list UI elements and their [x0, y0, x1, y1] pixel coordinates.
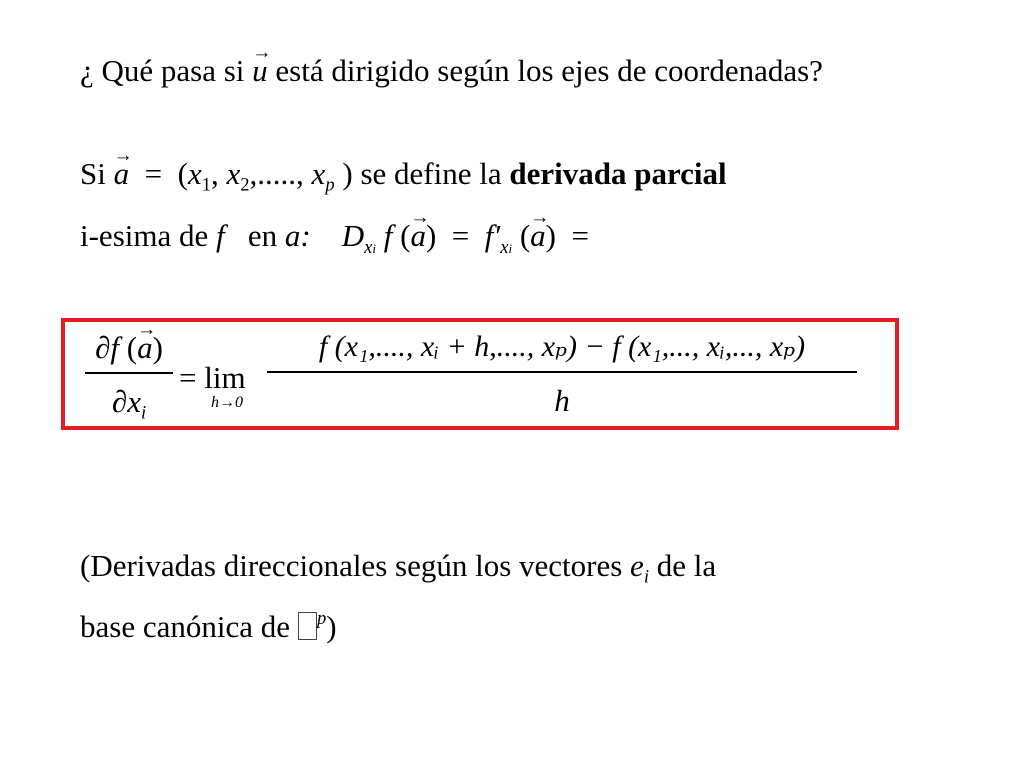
question-text-after: está dirigido según los ejes de coordenadas? — [275, 53, 823, 88]
sub-2: 2 — [240, 174, 250, 196]
lhs-sub-i: i — [140, 402, 147, 423]
note-close-paren: ) — [326, 609, 337, 645]
note-text-after: de la — [656, 548, 717, 583]
D-sub-i: i — [372, 240, 377, 256]
D-operator: D — [341, 218, 365, 253]
vector-a: → a — [137, 332, 153, 363]
paren-open: ( — [519, 218, 531, 253]
f-symbol: f — [383, 218, 393, 253]
sup-p: p — [316, 608, 327, 629]
rhs-denominator: h — [554, 382, 570, 418]
vector-a: → a — [530, 220, 546, 251]
sub-p: p — [325, 174, 335, 196]
D-sub-x: x — [364, 236, 373, 258]
partial-x: ∂x — [111, 383, 141, 419]
comma: , — [296, 156, 304, 191]
si-word: Si — [80, 156, 106, 191]
fprime-sub-i: i — [508, 240, 513, 256]
partial-f: ∂f — [95, 330, 120, 365]
question-line — [80, 55, 823, 86]
fprime-sub-x: x — [500, 236, 509, 258]
xp: x — [311, 156, 326, 191]
f-symbol: f — [216, 218, 225, 253]
paren-open: ( — [126, 330, 138, 365]
equals-sign: = — [571, 218, 589, 253]
rhs-fraction — [267, 332, 857, 416]
vector-a: → a — [114, 158, 130, 189]
e-vector: e — [630, 548, 644, 583]
paren-close: ) — [425, 218, 437, 253]
missing-glyph-icon — [298, 612, 317, 640]
iesima-text: i-esima de — [80, 218, 209, 253]
rhs-numerator: f (x₁,...., xᵢ + h,...., xₚ) − f (x₁,..., xᵢ,..., xₚ) — [318, 330, 806, 363]
a-symbol: a: — [284, 218, 311, 253]
paren-close: ) — [152, 330, 163, 365]
vector-a: → a — [410, 220, 426, 251]
tuple-close: ) — [342, 156, 353, 191]
x1: x — [187, 156, 202, 191]
e-sub-i: i — [643, 566, 649, 588]
paren-open: ( — [400, 218, 411, 253]
lhs-fraction — [85, 332, 173, 423]
note-line-2 — [80, 608, 337, 645]
lhs-denominator — [112, 374, 146, 423]
comma: , — [249, 156, 258, 191]
comma: , — [210, 156, 219, 191]
se-define-text: se define la — [360, 156, 502, 191]
en-word: en — [247, 218, 278, 253]
tuple-open: ( — [177, 156, 188, 191]
equals-sign: = — [144, 156, 163, 191]
note-text-before: (Derivadas direccionales según los vectores — [80, 548, 623, 583]
definition-line-2 — [80, 220, 589, 257]
x2: x — [226, 156, 241, 191]
derivada-parcial-term: derivada parcial — [509, 156, 727, 191]
equals-sign: = — [451, 218, 470, 253]
dots: ..... — [257, 156, 297, 191]
f-prime: f′ — [484, 218, 501, 253]
note-line-1 — [80, 550, 716, 587]
sub-1: 1 — [201, 174, 211, 196]
vector-u: → u — [252, 55, 268, 86]
lhs-numerator — [95, 332, 163, 372]
paren-close: ) — [545, 218, 556, 253]
equals-lim: = lim — [179, 360, 246, 395]
definition-line-1 — [80, 158, 727, 195]
question-text-before: ¿ Qué pasa si — [80, 53, 245, 88]
lim-subscript: h→0 — [211, 394, 243, 411]
partial-derivative-formula-box — [61, 318, 899, 430]
note-line2-text: base canónica de — [80, 609, 290, 645]
